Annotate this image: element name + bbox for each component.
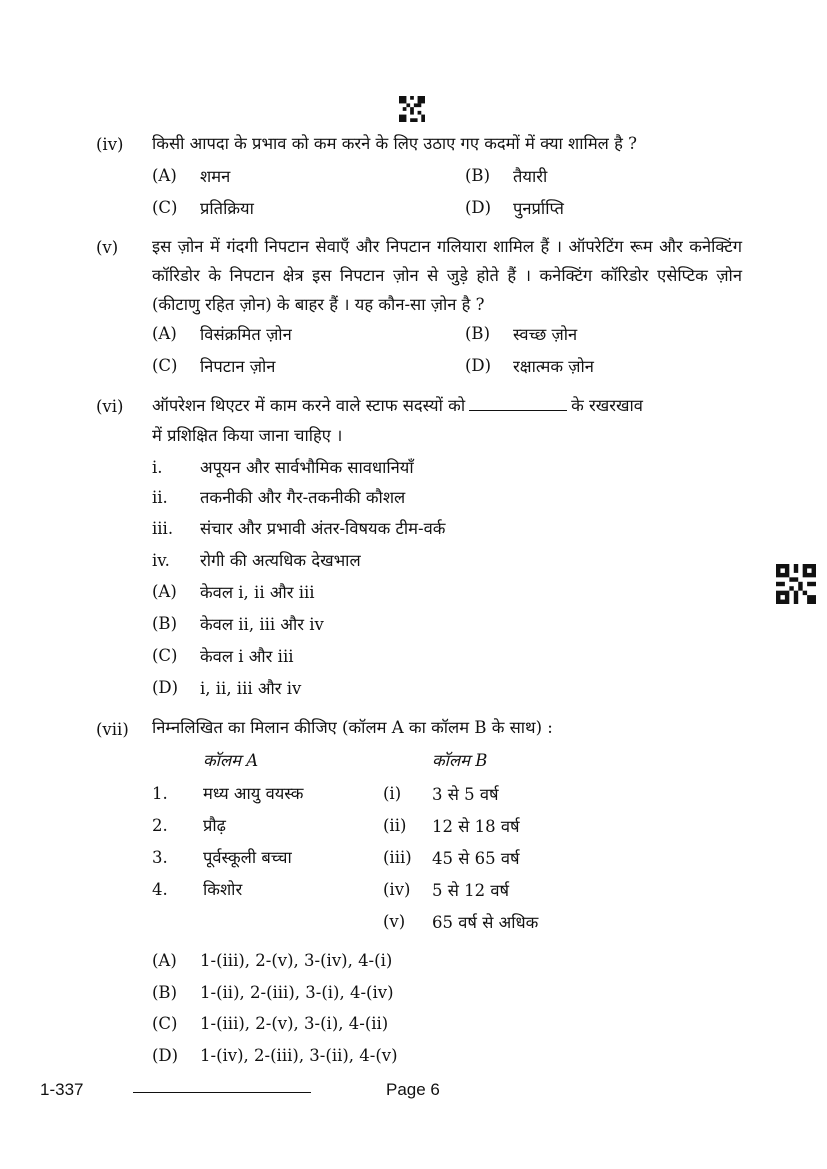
column-b-label: (iv)	[383, 880, 411, 899]
question-text: निम्नलिखित का मिलान कीजिए (कॉलम A का कॉलम B के साथ) :	[152, 718, 553, 737]
column-b-label: (v)	[383, 912, 406, 931]
column-b-label: (ii)	[383, 816, 407, 835]
column-a-text: किशोर	[203, 880, 243, 899]
option-text: विसंक्रमित ज़ोन	[200, 325, 292, 344]
column-a-label: 1.	[152, 784, 168, 803]
option-text: 1-(ii), 2-(iii), 3-(i), 4-(iv)	[200, 983, 394, 1002]
column-b-label: (i)	[383, 784, 402, 803]
column-b-label: (iii)	[383, 848, 412, 867]
option-label: (A)	[152, 951, 177, 970]
option-label: (D)	[152, 678, 179, 697]
option-label: (B)	[152, 614, 177, 633]
option-label: (B)	[152, 983, 177, 1002]
column-a-label: 3.	[152, 848, 168, 867]
item-text: संचार और प्रभावी अंतर-विषयक टीम-वर्क	[200, 519, 446, 538]
question-text	[152, 393, 643, 416]
option-text: पुनर्प्राप्ति	[513, 199, 564, 218]
item-text: तकनीकी और गैर-तकनीकी कौशल	[200, 488, 406, 507]
option-text: केवल i, ii और iii	[200, 583, 315, 602]
option-label: (B)	[465, 166, 490, 185]
question-number: (vii)	[96, 720, 129, 739]
column-a-text: प्रौढ़	[203, 816, 226, 835]
option-label: (B)	[465, 324, 490, 343]
question-text: इस ज़ोन में गंदगी निपटान सेवाएँ और निपटान गलियारा शामिल हैं । ऑपरेटिंग रूम और कनेक्टिंग कॉरिडोर के निपटान क्षेत्र इस निपटान ज़ोन से जुड़े होते हैं । कनेक्टिंग कॉरिडोर एसेप्टिक ज़ोन (कीटाणु रहित ज़ोन) के बाहर हैं । यह कौन-सा ज़ोन है ?	[152, 237, 742, 314]
item-label: iii.	[152, 519, 174, 538]
column-b-text: 45 से 65 वर्ष	[432, 849, 520, 868]
column-a-text: पूर्वस्कूली बच्चा	[203, 848, 292, 867]
option-text: शमन	[200, 167, 231, 186]
column-a-label: 2.	[152, 816, 168, 835]
option-text: प्रतिक्रिया	[200, 199, 254, 218]
option-text: 1-(iii), 2-(v), 3-(i), 4-(ii)	[200, 1014, 389, 1033]
option-text: स्वच्छ ज़ोन	[513, 325, 578, 344]
column-b-text: 65 वर्ष से अधिक	[432, 913, 539, 932]
option-text: 1-(iii), 2-(v), 3-(iv), 4-(i)	[200, 951, 393, 970]
item-label: iv.	[152, 551, 170, 570]
question-text-before: ऑपरेशन थिएटर में काम करने वाले स्टाफ सदस्यों को	[152, 396, 466, 415]
option-label: (D)	[152, 1046, 179, 1065]
column-a-text: मध्य आयु वयस्क	[203, 784, 304, 803]
item-text: अपूयन और सार्वभौमिक सावधानियाँ	[200, 458, 414, 477]
column-b-text: 5 से 12 वर्ष	[432, 881, 510, 900]
question-number: (vi)	[96, 397, 124, 416]
option-label: (C)	[152, 1014, 178, 1033]
qr-code-top	[398, 96, 426, 122]
qr-code-side	[776, 564, 816, 604]
option-label: (C)	[152, 356, 178, 375]
option-text: निपटान ज़ोन	[200, 357, 276, 376]
item-label: i.	[152, 458, 163, 477]
column-b-header: कॉलम B	[432, 751, 488, 770]
option-label: (D)	[465, 198, 492, 217]
item-text: रोगी की अत्यधिक देखभाल	[200, 551, 361, 570]
option-label: (A)	[152, 166, 177, 185]
column-b-text: 3 से 5 वर्ष	[432, 785, 499, 804]
option-label: (C)	[152, 646, 178, 665]
footer-divider	[133, 1092, 311, 1093]
item-label: ii.	[152, 488, 168, 507]
question-text-line2: में प्रशिक्षित किया जाना चाहिए ।	[152, 426, 343, 445]
question-number: (v)	[96, 238, 119, 257]
option-label: (A)	[152, 582, 177, 601]
question-number: (iv)	[96, 135, 124, 154]
option-text: केवल ii, iii और iv	[200, 615, 324, 634]
option-label: (D)	[465, 356, 492, 375]
option-label: (A)	[152, 324, 177, 343]
paper-code: 1-337	[40, 1080, 84, 1099]
option-text: i, ii, iii और iv	[200, 679, 302, 698]
option-label: (C)	[152, 198, 178, 217]
option-text: तैयारी	[513, 167, 548, 186]
question-text: किसी आपदा के प्रभाव को कम करने के लिए उठाए गए कदमों में क्या शामिल है ?	[152, 134, 637, 153]
column-b-text: 12 से 18 वर्ष	[432, 817, 520, 836]
option-text: रक्षात्मक ज़ोन	[513, 357, 594, 376]
page-number: Page 6	[386, 1080, 440, 1099]
option-text: केवल i और iii	[200, 647, 294, 666]
fill-blank	[469, 396, 567, 411]
column-a-label: 4.	[152, 880, 168, 899]
column-a-header: कॉलम A	[203, 751, 259, 770]
option-text: 1-(iv), 2-(iii), 3-(ii), 4-(v)	[200, 1046, 398, 1065]
question-text-after: के रखरखाव	[571, 396, 643, 415]
